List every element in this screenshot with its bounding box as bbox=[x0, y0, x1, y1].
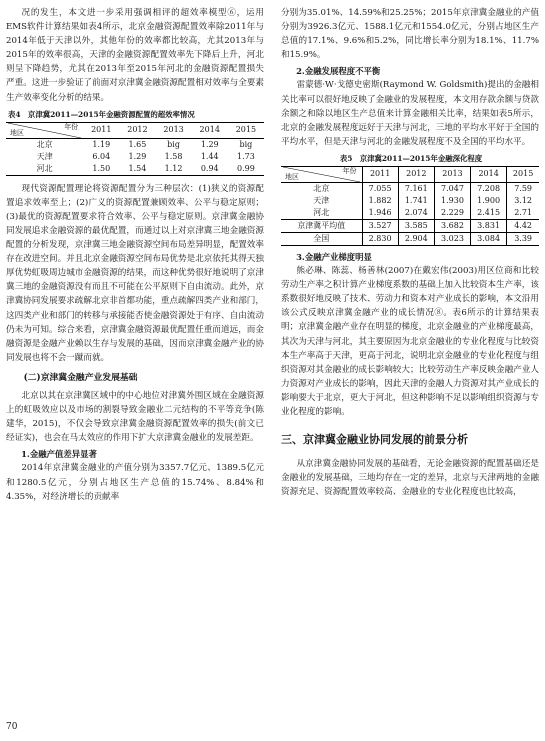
table-row bbox=[6, 163, 264, 176]
table4-corner bbox=[6, 122, 83, 138]
value-cell: big bbox=[167, 139, 180, 149]
table4-corner-year: 年份 bbox=[64, 122, 79, 131]
region-cell: 京津冀平均值 bbox=[281, 219, 362, 232]
region-cell: 河北 bbox=[313, 207, 330, 217]
table4-caption: 表4 京津冀2011—2015年金融资源配置的超效率情况 bbox=[8, 109, 195, 119]
value-cell: 3.527 bbox=[362, 219, 398, 232]
value-cell: 7.161 bbox=[398, 182, 434, 195]
paragraph: 从京津冀金融协同发展的基础看，无论金融资源的配置基础还是金融业的发展基础，三地均存在一定的差异，北京与天津两地的金融资源充足、资源配置效率较高、金融业的专业化程度也比较高， bbox=[281, 459, 539, 498]
value-cell: 2.830 bbox=[362, 232, 398, 245]
table-row bbox=[281, 182, 539, 195]
region-cell: 北京 bbox=[313, 183, 330, 193]
region-cell: 河北 bbox=[36, 163, 53, 173]
table4-year-header: 2013 bbox=[156, 122, 192, 138]
paragraph: 熊必琳、陈蕊、杨善林(2007)在戴宏伟(2003)用区位商和比较劳动生产率之积计算产业梯度系数的基础上加入比较资本生产率，该系数很好地反映了技术、劳动力和资本对产业成长的影响，本文沿用该公式反映京津冀金融产业的成长情况⑧。表6所示的计算结果表明；京津冀金融产业存在明显的梯度，北京金融业的产业梯度最高，其次为天津与河北，其主要原因为北京金融业的专业化程度与比较资本生产率高于天津，更高于河北，说明北京金融业的专业化程度与组织资源对其金融业的成长影响较大；比较劳动生产率反映金融产业人力资源对产业成长的影响，因此天津的金融人力资源对其产业成长的影响要大于北京，更大于河北，但这种影响不足以影响组织资源与专业化程度的影响。 bbox=[281, 266, 539, 417]
value-cell: 0.99 bbox=[237, 163, 255, 173]
table4-year-header: 2015 bbox=[228, 122, 264, 138]
table-row bbox=[6, 138, 264, 151]
value-cell: 1.946 bbox=[362, 207, 398, 220]
table4-year-header: 2011 bbox=[83, 122, 119, 138]
subsection-heading: 3.金融产业梯度明显 bbox=[296, 251, 372, 262]
value-cell: 7.055 bbox=[362, 182, 398, 195]
table4 bbox=[6, 122, 264, 176]
value-cell: 3.084 bbox=[471, 232, 507, 245]
table4-corner-region: 地区 bbox=[10, 128, 24, 137]
value-cell: 7.047 bbox=[434, 182, 470, 195]
value-cell: 1.930 bbox=[434, 195, 470, 207]
left-column bbox=[6, 6, 264, 504]
table-row bbox=[6, 151, 264, 163]
table-row bbox=[281, 219, 539, 232]
paragraph: 2014年京津冀金融业的产值分别为3357.7亿元、1389.5亿元和1280.5亿元，分别占地区生产总值的15.74%、8.84%和4.35%，对经济增长的贡献率 bbox=[6, 463, 264, 502]
value-cell: 6.04 bbox=[92, 151, 111, 161]
table5 bbox=[281, 166, 539, 246]
value-cell: 0.94 bbox=[200, 163, 219, 173]
table5-year-header: 2012 bbox=[398, 166, 434, 182]
table-row bbox=[281, 195, 539, 207]
value-cell: 3.12 bbox=[507, 195, 539, 207]
paragraph: 北京以其在京津冀区域中的中心地位对津冀外围区域在金融资源上的虹吸效应以及市场的割裂导致金融业二元结构的不平等竞争(陈建华，2015)，不仅会导致京津冀金融资源配置效率的损失(前文已经证实)，也会在马太效应的作用下扩大京津冀金融业的发展差距。 bbox=[6, 390, 264, 444]
right-column bbox=[281, 6, 539, 499]
table5-year-header: 2014 bbox=[471, 166, 507, 182]
value-cell: 1.73 bbox=[237, 151, 255, 161]
table5-caption: 表5 京津冀2011—2015年金融深化程度 bbox=[339, 153, 483, 163]
value-cell: 3.831 bbox=[471, 219, 507, 232]
value-cell: 1.65 bbox=[128, 139, 147, 149]
value-cell: big bbox=[239, 139, 253, 149]
table5-year-header: 2015 bbox=[507, 166, 539, 182]
value-cell: 1.29 bbox=[200, 139, 219, 149]
value-cell: 1.50 bbox=[92, 163, 111, 173]
region-cell: 天津 bbox=[313, 195, 330, 205]
paragraph: 况的发生，本文进一步采用强调相评的超效率模型⑥，运用EMS软件计算结果如表4所示，北京金融资源配置效率除2011年与2014年低于天津以外，其他年份的效率都比较高，尤其2013年与2015年的效率很高，天津的金融资源配置效率先下降后上升，河北则呈下降趋势，尤其在2013年至2015年河北的金融资源配置损失严重。这进一步验证了前面对京津冀金融资源配置相对效率与全要素生产效率变化分析的结果。 bbox=[6, 8, 264, 103]
table-row bbox=[281, 232, 539, 245]
paragraph: 雷蒙德·W·戈德史密斯(Raymond W. Goldsmith)提出的金融相关比率可以很好地反映了金融业的发展程度，本文用存款余额与贷款余额之和除以地区生产总值来计算金融相关比率，结果如表5所示，北京的金融发展程度远好于天津与河北，三地的平均水平好于全国的平均水平，但是天津与河北的金融发展程度不及全国的平均水平。 bbox=[281, 80, 539, 147]
value-cell: 7.208 bbox=[471, 182, 507, 195]
value-cell: 2.074 bbox=[398, 207, 434, 220]
value-cell: 4.42 bbox=[507, 219, 539, 232]
table4-year-header: 2014 bbox=[192, 122, 228, 138]
value-cell: 3.023 bbox=[434, 232, 470, 245]
table5-corner-region: 地区 bbox=[285, 172, 299, 181]
value-cell: 3.39 bbox=[507, 232, 539, 245]
page-number: 70 bbox=[6, 722, 18, 732]
section-heading: 三、京津冀金融业协同发展的前景分析 bbox=[281, 433, 468, 447]
value-cell: 1.58 bbox=[164, 151, 183, 161]
region-cell: 北京 bbox=[36, 139, 53, 149]
value-cell: 1.29 bbox=[128, 151, 147, 161]
subsection-heading: 1.金融产值差异显著 bbox=[21, 449, 97, 460]
value-cell: 1.19 bbox=[92, 139, 111, 149]
value-cell: 7.59 bbox=[507, 182, 539, 195]
value-cell: 1.741 bbox=[398, 195, 434, 207]
table5-year-header: 2011 bbox=[362, 166, 398, 182]
table5-corner-year: 年份 bbox=[342, 166, 357, 175]
section-heading: (二)京津冀金融产业发展基础 bbox=[23, 372, 138, 383]
value-cell: 2.415 bbox=[471, 207, 507, 220]
value-cell: 1.900 bbox=[471, 195, 507, 207]
region-cell: 天津 bbox=[36, 151, 53, 161]
value-cell: 1.54 bbox=[128, 163, 147, 173]
value-cell: 1.44 bbox=[200, 151, 219, 161]
table4-year-header: 2012 bbox=[119, 122, 155, 138]
table-row bbox=[281, 207, 539, 220]
value-cell: 2.229 bbox=[434, 207, 470, 220]
value-cell: 1.882 bbox=[362, 195, 398, 207]
paragraph: 分别为35.01%、14.59%和25.25%；2015年京津冀金融业的产值分别为3926.3亿元、1588.1亿元和1554.0亿元，分别占地区生产总值的17.1%、9.6%和5.2%，同比增长率分别为18.1%、11.7%和15.9%。 bbox=[281, 8, 539, 61]
value-cell: 1.12 bbox=[164, 163, 183, 173]
table5-year-header: 2013 bbox=[434, 166, 470, 182]
value-cell: 3.585 bbox=[398, 219, 434, 232]
value-cell: 2.904 bbox=[398, 232, 434, 245]
table5-corner bbox=[281, 166, 362, 182]
value-cell: 3.682 bbox=[434, 219, 470, 232]
subsection-heading: 2.金融发展程度不平衡 bbox=[296, 66, 381, 77]
value-cell: 2.71 bbox=[507, 207, 539, 220]
paragraph: 现代资源配置理论将资源配置分为三种层次：(1)狭义的资源配置追求效率至上；(2)广义的资源配置兼顾效率、公平与稳定原则；(3)最优的资源配置要求符合效率、公平与稳定原则。京津冀金融协同发展追求金融资源的最优配置，而通过以上对京津冀三地金融资源配置的分析发现，京津冀三地金融资源空间布局差异明显，配置效率存在改进空间。并且北京金融资源空间布局优势是北京依托其得天独厚优势虹吸周边城市金融资源的结果，而这种优势很好地说明了京津冀三地的金融资源没有而且不可能在公平原则下自由流动。此外，京津冀协同发展要求疏解北京非首都功能，重点疏解四类产业和部门，这四类产业和部门的转移与承接能否使金融资源处于有序、自由流动仍未为可知。综合来看，京津冀金融资源最优配置任重而道远，而金融资源是金融产业赖以生存与发展的基础，因而京津冀金融产业的协同发展也将不会一蹴而就。 bbox=[6, 183, 264, 363]
region-cell: 全国 bbox=[281, 232, 362, 245]
